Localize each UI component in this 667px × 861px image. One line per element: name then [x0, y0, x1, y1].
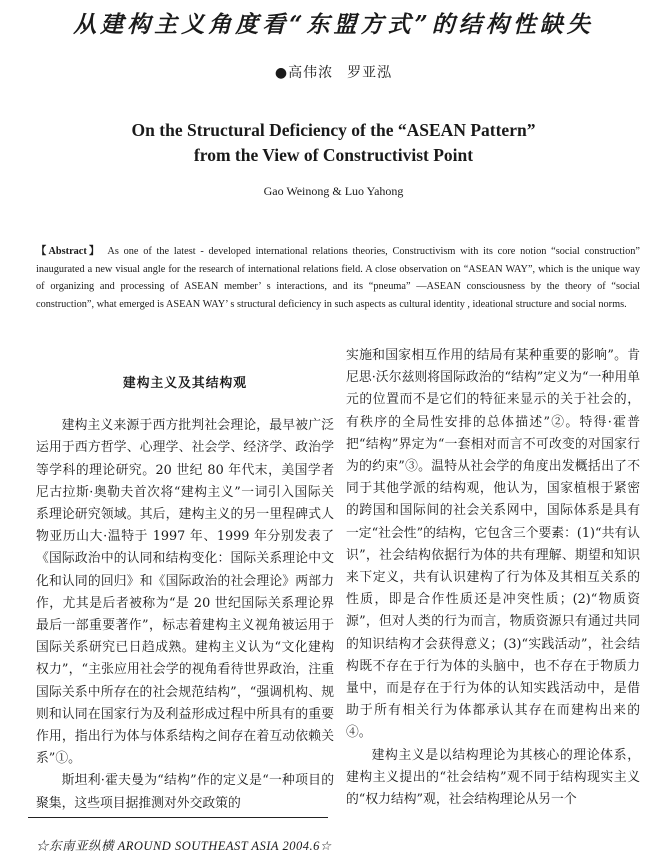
english-title [0, 118, 667, 168]
abstract-text: As one of the latest - developed international relations theories, Constructivism with its core notion “social construction” inaugurated a new visual angle for the research of international relations field. A close observation on “ASEAN WAY”, which is the unique way of organizing and processing of ASEAN member’ s interactions, and its “pneuma” —ASEAN consciousness by the theory of “social construction”, what emerged is ASEAN WAY’ s structural deficiency in such aspects as cultural identity , ideational structure and social norms. [36, 246, 640, 310]
chinese-title: 从建构主义角度看“东盟方式”的结构性缺失 [73, 11, 594, 38]
english-authors: Gao Weinong & Luo Yahong [263, 184, 404, 198]
right-paragraph-2: 建构主义是以结构理论为其核心的理论体系，建构主义提出的“社会结构”观不同于结构现实主义的“权力结构”观，社会结构理论从另一个 [346, 747, 640, 808]
right-column [346, 345, 640, 811]
abstract-label: 【Abstract】 [36, 246, 102, 257]
chinese-authors [0, 62, 667, 82]
abstract [36, 243, 640, 313]
left-column [36, 345, 334, 815]
left-paragraph-2: 斯坦利·霍夫曼为“结构”作的定义是“一种项目的聚集，这些项目据推测对外交政策的 [36, 773, 334, 811]
left-paragraph-1: 建构主义来源于西方批判社会理论，最早被广泛运用于西方哲学、心理学、社会学、经济学、政治学等学科的理论研究。20 世纪 80 年代末，美国学者尼古拉斯·奥勒夫首次将“建构主义”一词引入国际关系理论研究领域。其后，建构主义的另一里程碑式人物亚历山大·温特于 1997 年、1999 年分别发表了《国际政治中的认同和结构变化：国际关系理论中文化和认同的回归》和《国际政治的社会理论》两部力作，尤其是后者被称为“是 20 世纪国际关系理论界最后一部重要著作”，标志着建构主义视角被运用于国际关系研究已日趋成熟。建构主义认为“文化建构权力”，“主张应用社会学的视角看待世界政治，注重国际关系中所存在的社会规范结构”，“强调机构、规则和认同在国家行为及利益形成过程中所具有的重要作用，指出行为体与体系结构之间存在着互动依赖关系”①。 [36, 418, 334, 767]
english-title-line2: from the View of Constructivist Point [193, 145, 474, 165]
author-bullet: ● [274, 65, 289, 81]
author-luo: 罗亚泓 [347, 65, 393, 81]
footer-divider [28, 817, 328, 818]
right-paragraph-1: 实施和国家相互作用的结局有某种重要的影响”。肯尼思·沃尔兹则将国际政治的“结构”定义为“一种用单元的位置而不是它们的特征来显示的关于社会的，有秩序的全局性安排的总体描述”②。特得·霍普把“结构”界定为“一套相对而言不可改变的对国家行为的约束”③。温特从社会学的角度出发概括出了不同于其他学派的结构观，他认为，国家植根于紧密的跨国和国际间的社会关系网中，国际体系是具有一定“社会性”的结构，它包含三个要素：(1)“共有认识”，社会结构依据行为体的共有理解、期望和知识来下定义，共有认识建构了行为体及其相互关系的性质，即是合作性质还是冲突性质；(2)“物质资源”，但对人类的行为而言，物质资源只有通过共同的知识结构才会获得意义；(3)“实践活动”，社会结构既不存在于行为体的头脑中，也不存在于物质力量中，而是存在于行为体的认知实践活动中，是借助于所有相关行为体都承认其存在而建构出来的④。 [346, 348, 640, 741]
author-gao: 高伟浓 [288, 65, 334, 81]
section-heading: 建构主义及其结构观 [122, 376, 248, 391]
journal-footer: ☆东南亚纵横 AROUND SOUTHEAST ASIA 2004.6☆ [36, 839, 332, 853]
english-title-line1: On the Structural Deficiency of the “ASEAN Pattern” [131, 120, 536, 140]
